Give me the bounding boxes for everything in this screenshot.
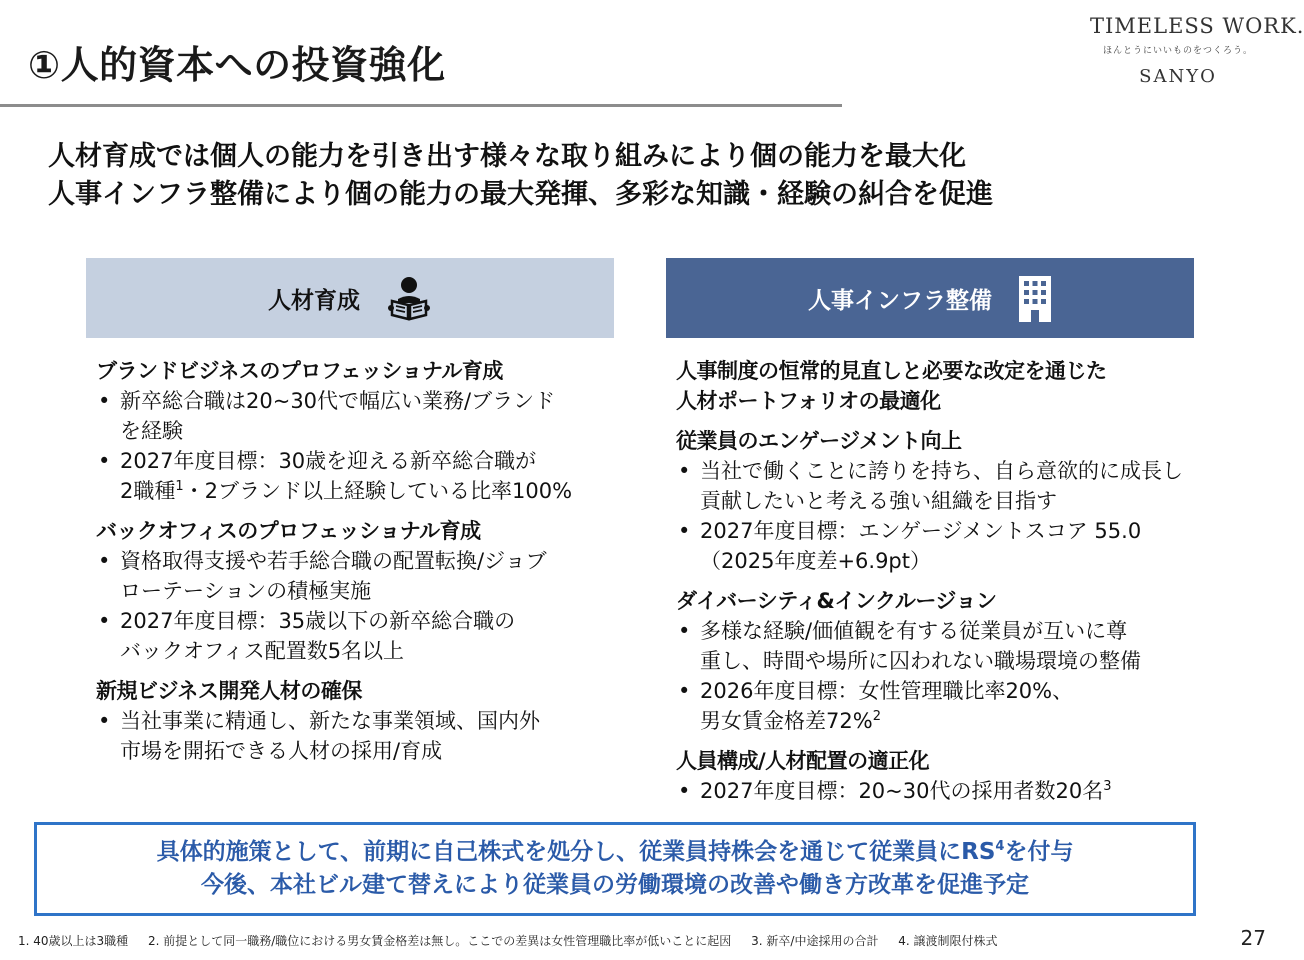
column-header-hr-infrastructure [666, 258, 1194, 338]
footnote-4: 4. 譲渡制限付株式 [898, 934, 998, 948]
bullet-list [676, 456, 1196, 576]
page-title: ①人的資本への投資強化 [28, 43, 446, 87]
logo-sub-text: SANYO [1139, 66, 1217, 87]
company-logo [1090, 14, 1304, 87]
title-divider [0, 104, 842, 107]
list-item: • 当社事業に精通し、新たな事業領域、国内外 市場を開拓できる人材の採用/育成 [96, 706, 616, 766]
column-header-talent-development [86, 258, 614, 338]
callout-box [34, 822, 1196, 916]
footnote-2: 2. 前提として同一職務/職位における男女賃金格差は無し。ここでの差異は女性管理職比率が低いことに起因 [148, 934, 732, 948]
lead-line-1: 人材育成では個人の能力を引き出す様々な取り組みにより個の能力を最大化 [48, 141, 966, 172]
talent-development-content [96, 356, 616, 766]
section-heading: 人員構成/人材配置の適正化 [676, 749, 930, 773]
logo-tagline: ほんとうにいいものをつくろう。 [1102, 46, 1253, 56]
section-heading: ブランドビジネスのプロフェッショナル育成 [96, 359, 503, 383]
bullet-list [676, 776, 1196, 806]
list-item [676, 676, 1196, 736]
section-heading: 人事制度の恒常的見直しと必要な改定を通じた 人材ポートフォリオの最適化 [676, 359, 1107, 413]
section-heading: 新規ビジネス開発人材の確保 [96, 679, 362, 703]
callout-line-2: 今後、本社ビル建て替えにより従業員の労働環境の改善や働き方改革を促進予定 [201, 872, 1029, 898]
list-item: • 新卒総合職は20~30代で幅広い業務/ブランド を経験 [96, 386, 616, 446]
footnotes [18, 932, 1014, 949]
column-header-label: 人事インフラ整備 [808, 287, 992, 314]
bullet-list [96, 386, 616, 506]
list-item: • 資格取得支援や若手総合職の配置転換/ジョブ ローテーションの積極実施 [96, 546, 616, 606]
bullet-text: 2026年度目標：女性管理職比率20%、 男女賃金格差72% [700, 679, 1074, 733]
logo-main-text: TIMELESS WORK. [1090, 14, 1304, 38]
section-heading: バックオフィスのプロフェッショナル育成 [96, 519, 481, 543]
footnote-ref: 3 [1103, 779, 1112, 794]
bullet-text: 2027年度目標：20~30代の採用者数20名 [700, 779, 1104, 803]
callout-text-tail: を付与 [1004, 839, 1074, 865]
footnote-ref: 4 [995, 839, 1005, 854]
footnote-ref: 1 [175, 479, 184, 494]
list-item: • 2027年度目標：エンゲージメントスコア 55.0 （2025年度差+6.9pt） [676, 516, 1196, 576]
footnote-1: 1. 40歳以上は3職種 [18, 934, 129, 948]
list-item: • 多様な経験/価値観を有する従業員が互いに尊 重し、時間や場所に囚われない職場環境の整備 [676, 616, 1196, 676]
reader-book-icon [386, 275, 432, 321]
list-item [96, 446, 616, 506]
office-building-icon [1018, 274, 1052, 322]
section-heading: 従業員のエンゲージメント向上 [676, 429, 962, 453]
callout-line-1 [157, 836, 1074, 869]
lead-statement [48, 138, 993, 214]
bullet-text: 2027年度目標：30歳を迎える新卒総合職が 2職種 [120, 449, 537, 503]
callout-text: 具体的施策として、前期に自己株式を処分し、従業員持株会を通じて従業員にRS [156, 839, 996, 865]
lead-line-2: 人事インフラ整備により個の能力の最大発揮、多彩な知識・経験の糾合を促進 [48, 179, 993, 210]
list-item: • 2027年度目標：35歳以下の新卒総合職の バックオフィス配置数5名以上 [96, 606, 616, 666]
column-header-label: 人材育成 [268, 287, 360, 314]
bullet-list [96, 706, 616, 766]
bullet-text-tail: ・2ブランド以上経験している比率100% [183, 479, 573, 503]
bullet-list [676, 616, 1196, 736]
footnote-ref: 2 [872, 709, 881, 724]
footnote-3: 3. 新卒/中途採用の合計 [751, 934, 879, 948]
list-item: • 当社で働くことに誇りを持ち、自ら意欲的に成長し 貢献したいと考える強い組織を目指す [676, 456, 1196, 516]
hr-infrastructure-content [676, 356, 1196, 806]
list-item [676, 776, 1196, 806]
page-number: 27 [1240, 926, 1266, 950]
section-heading: ダイバーシティ&インクルージョン [676, 589, 997, 613]
bullet-list [96, 546, 616, 666]
